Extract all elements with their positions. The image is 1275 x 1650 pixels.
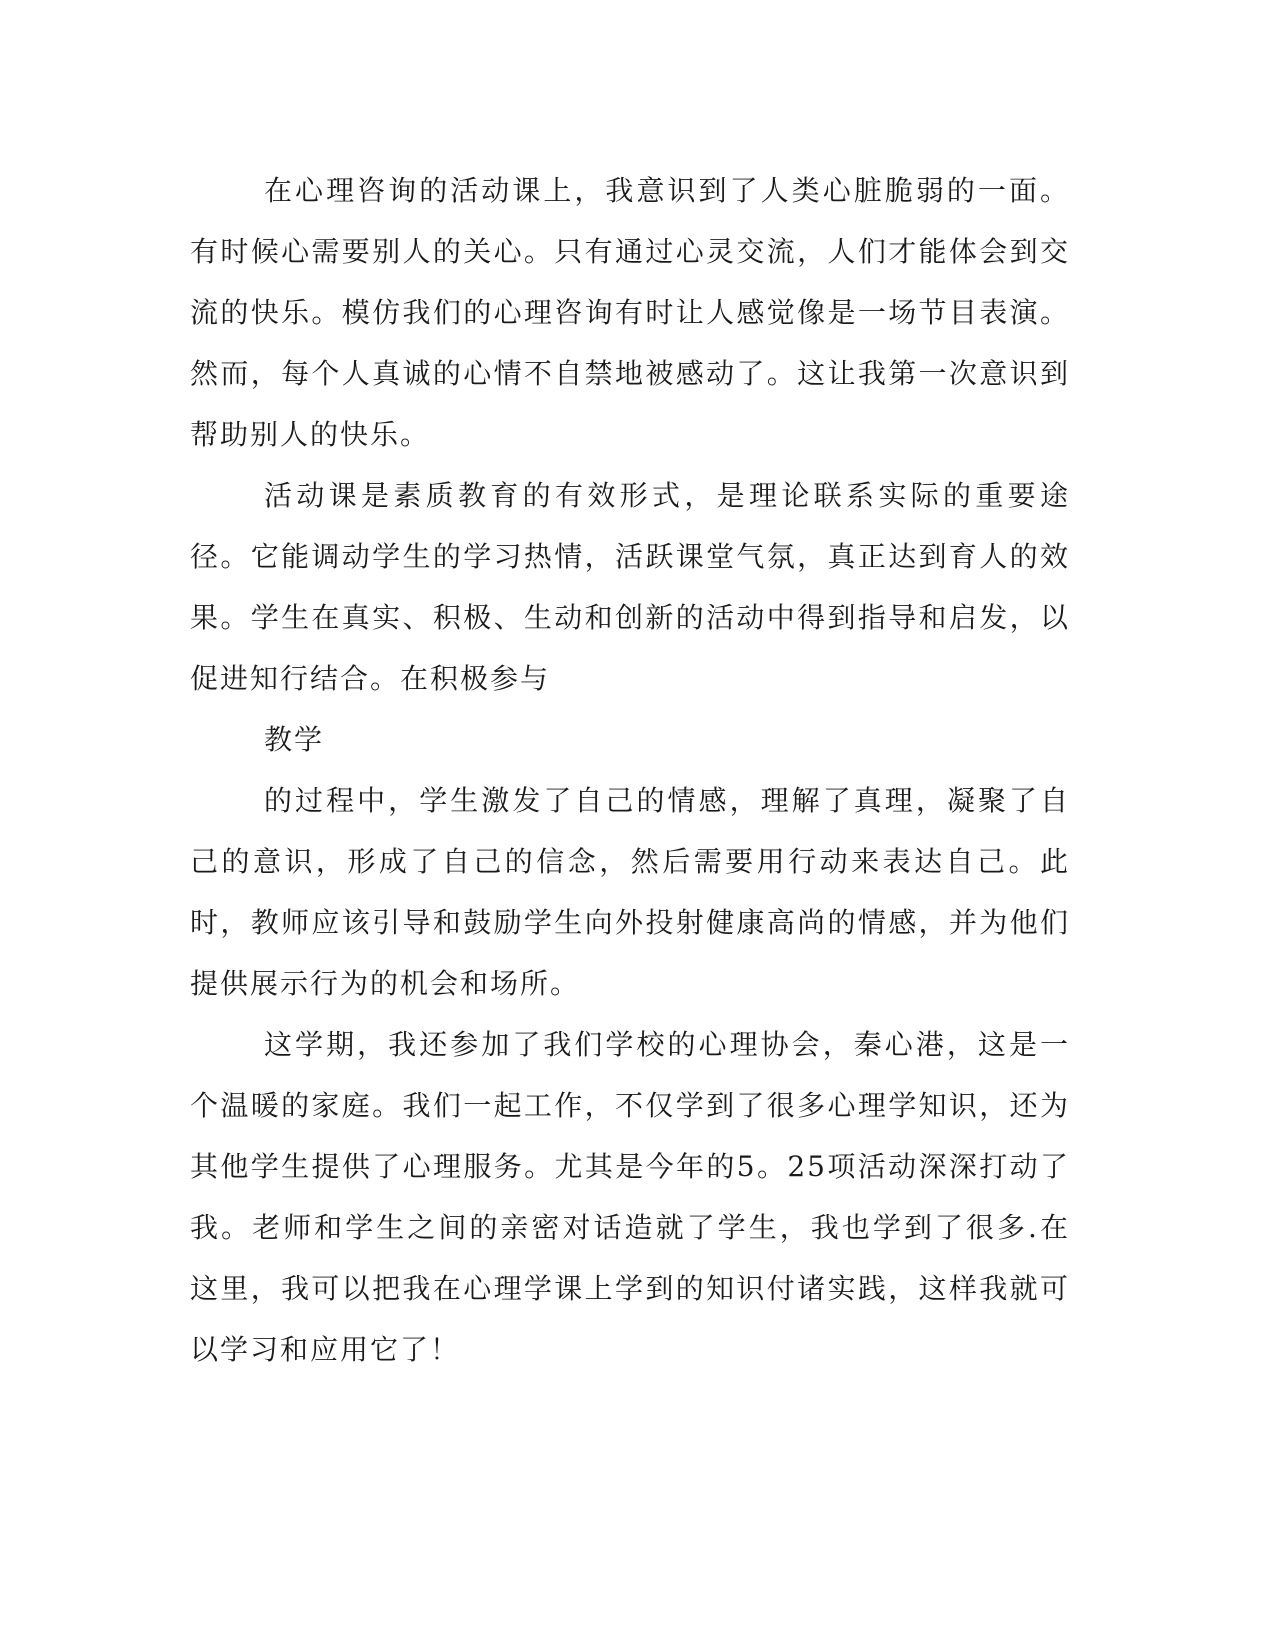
paragraph-student-emotions: 的过程中，学生激发了自己的情感，理解了真理，凝聚了自己的意识，形成了自己的信念，然后需要用行动来表达自己。此时，教师应该引导和鼓励学生向外投射健康高尚的情感，并为他们提供展示行为的机会和场所。	[190, 784, 1070, 1000]
paragraph-activity-course: 活动课是素质教育的有效形式，是理论联系实际的重要途径。它能调动学生的学习热情，活跃课堂气氛，真正达到育人的效果。学生在真实、积极、生动和创新的活动中得到指导和启发，以促进知行结合。在积极参与	[190, 479, 1070, 695]
paragraph-counseling-class: 在心理咨询的活动课上，我意识到了人类心脏脆弱的一面。有时候心需要别人的关心。只有通过心灵交流，人们才能体会到交流的快乐。模仿我们的心理咨询有时让人感觉像是一场节目表演。然而，每个人真诚的心情不自禁地被感动了。这让我第一次意识到帮助别人的快乐。	[190, 174, 1070, 451]
paragraph-psychology-association: 这学期，我还参加了我们学校的心理协会，秦心港，这是一个温暖的家庭。我们一起工作，不仅学到了很多心理学知识，还为其他学生提供了心理服务。尤其是今年的5。25项活动深深打动了我。老师和学生之间的亲密对话造就了学生，我也学到了很多.在这里，我可以把我在心理学课上学到的知识付诸实践，这样我就可以学习和应用它了！	[190, 1028, 1070, 1366]
paragraph-teaching: 教学	[264, 723, 325, 756]
body-text	[190, 160, 1070, 1380]
